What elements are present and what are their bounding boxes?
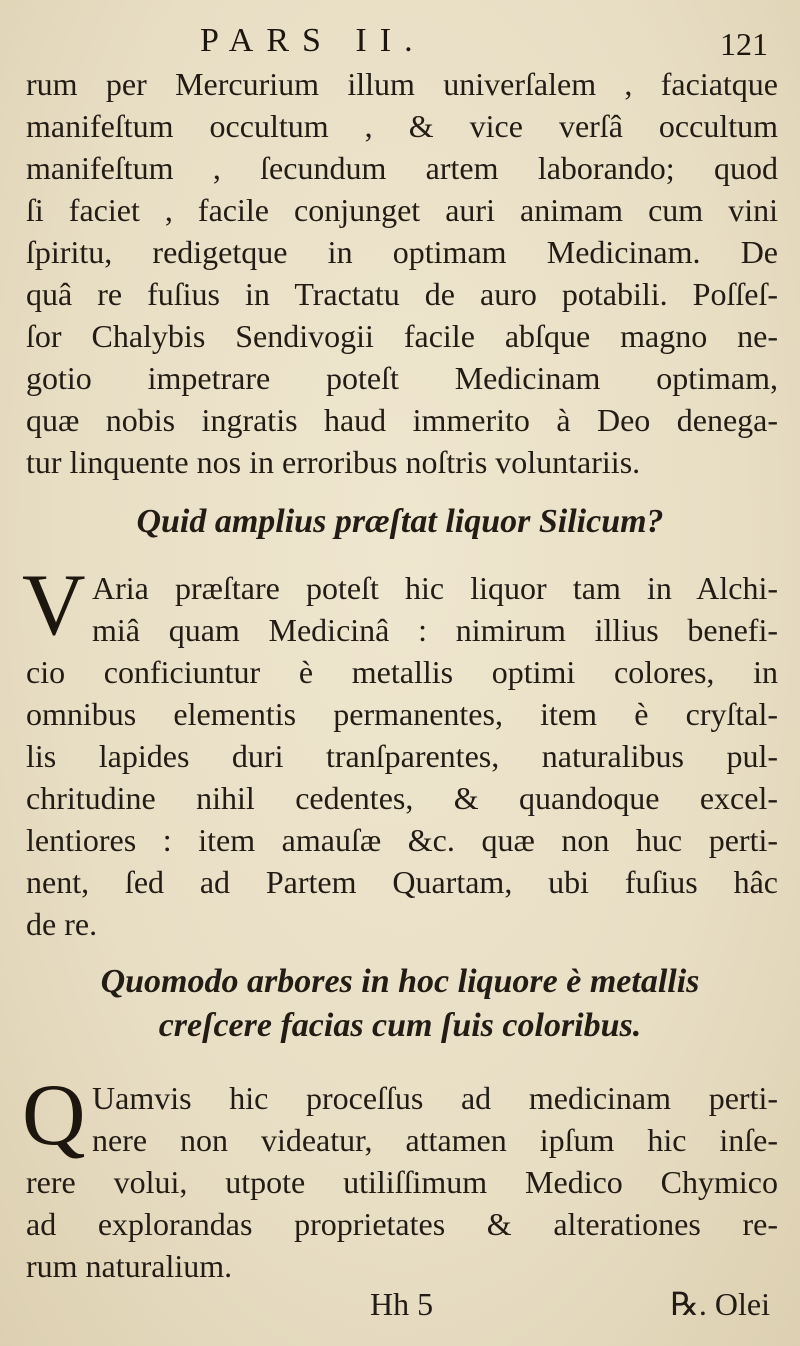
- drop-cap: V: [22, 557, 86, 654]
- text-line: Aria præſtare poteſt hic liquor tam in Alchi-: [92, 570, 778, 606]
- text-line: omnibus elementis permanentes, item è cryſtal-: [26, 696, 778, 732]
- text-line: lentiores : item amauſæ &c. quæ non huc perti-: [26, 822, 778, 858]
- text-line: nent, ſed ad Partem Quartam, ubi fuſius hâc: [26, 864, 778, 900]
- section-heading: Quomodo arbores in hoc liquore è metallis: [100, 963, 700, 1000]
- text-line: tur linquente nos in erroribus noſtris voluntariis.: [26, 444, 641, 480]
- text-line: ſi faciet , facile conjunget auri animam cum vini: [26, 192, 778, 228]
- text-line: gotio impetrare poteſt Medicinam optimam,: [26, 360, 778, 396]
- text-line: chritudine nihil cedentes, & quandoque excel-: [26, 780, 778, 816]
- text-line: ſpiritu, redigetque in optimam Medicinam. De: [26, 234, 778, 270]
- text-line: quâ re fuſius in Tractatu de auro potabili. Poſſeſ-: [26, 276, 778, 312]
- text-line: ad explorandas proprietates & alterationes re-: [26, 1206, 778, 1242]
- text-line: manifeſtum occultum , & vice verſâ occultum: [26, 108, 778, 144]
- text-line: cio conficiuntur è metallis optimi colores, in: [26, 654, 778, 690]
- text-line: Uamvis hic proceſſus ad medicinam perti-: [92, 1080, 778, 1116]
- text-line: miâ quam Medicinâ : nimirum illius benefi-: [92, 612, 778, 648]
- page-number: 121: [720, 26, 768, 62]
- catchword: ℞. Olei: [670, 1286, 770, 1322]
- text-line: rum naturalium.: [26, 1248, 233, 1284]
- page-header: [0, 22, 800, 62]
- text-line: rum per Mercurium illum univerſalem , faciatque: [26, 66, 778, 102]
- text-line: nere non videatur, attamen ipſum hic inſe-: [92, 1122, 778, 1158]
- text-line: rere volui, utpote utiliſſimum Medico Chymico: [26, 1164, 778, 1200]
- section-heading: Quid amplius præſtat liquor Silicum?: [136, 503, 664, 540]
- drop-cap: Q: [22, 1067, 86, 1164]
- text-line: manifeſtum , ſecundum artem laborando; quod: [26, 150, 778, 186]
- text-line: quæ nobis ingratis haud immerito à Deo denega-: [26, 402, 778, 438]
- running-head: PARS II.: [200, 22, 426, 59]
- text-line: de re.: [26, 906, 98, 942]
- text-line: lis lapides duri tranſparentes, naturalibus pul-: [26, 738, 778, 774]
- text-line: ſor Chalybis Sendivogii facile abſque magno ne-: [26, 318, 778, 354]
- signature-mark: Hh 5: [370, 1286, 434, 1322]
- section-heading: creſcere facias cum ſuis coloribus.: [158, 1007, 642, 1044]
